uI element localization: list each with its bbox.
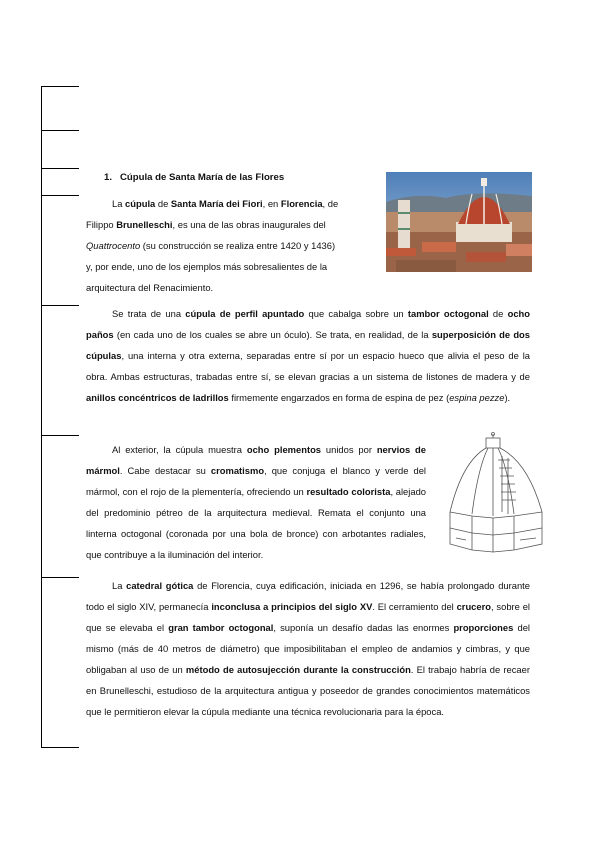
text-span: , una interna y otra externa, separadas entre sí por un espacio hueco que alivia el peso de la obra. Ambas estructuras, trabadas entre sí, se elevan gracias a un sistema de listones de madera y de [86,350,530,382]
bold-text: método de autosujección durante la construcción [185,664,411,675]
text-span: Filippo [86,219,117,230]
heading-title: Cúpula de Santa María de las Flores [120,172,285,183]
bold-text: ocho plementos [246,444,322,455]
text-span: , suponía un desafío dadas las enormes [273,622,454,633]
text-span: Se trata de una [112,308,186,319]
italic-text: Quattrocento [86,240,141,251]
margin-tick [41,305,79,306]
text-span: , que conjuga el blanco y verde del mármol, con el rojo de la plementería, ofreciendo un [86,465,426,497]
section-heading [104,172,284,183]
text-span: , es una de las obras inaugurales del [172,219,326,230]
text-span: , de [322,198,339,209]
text-span: (en cada uno de los cuales se abre un óculo). Se trata, en realidad, de la [113,329,432,340]
bold-text: catedral gótica [126,580,194,591]
text-span: de [488,308,508,319]
paragraph-line [86,193,376,214]
text-span: (su construcción se realiza entre 1420 y 1436) [140,240,336,251]
italic-text: espina pezze [449,392,505,403]
paragraph-line: y, por ende, uno de los ejemplos más sobresalientes de la [86,261,328,272]
text-span: , sobre el que se elevaba el [86,601,530,633]
text-span: ). [504,392,511,403]
bold-text: gran tambor octogonal [168,622,274,633]
bold-text: cromatismo [210,465,265,476]
paragraph-line: arquitectura del Renacimiento. [86,282,214,293]
margin-bracket-line [41,86,42,748]
text-span: de [155,198,171,209]
paragraph-line [86,214,376,235]
bold-text: Santa María dei Fiori [170,198,263,209]
bold-text: cúpula de perfil apuntado [185,308,305,319]
margin-tick [41,86,79,87]
margin-tick [41,195,79,196]
text-span: Al exterior, la cúpula muestra [112,444,247,455]
paragraph-history [86,575,530,722]
margin-tick [41,435,79,436]
text-span: unidos por [321,444,377,455]
paragraph-intro [86,193,376,298]
bold-text: resultado colorista [306,486,391,497]
bold-text: superposición de dos cúpulas [86,329,530,361]
text-span: firmemente engarzados en forma de espina de pez ( [228,392,450,403]
bold-text: crucero [456,601,491,612]
dome-section-drawing-image [442,432,550,562]
paragraph-line [86,235,376,256]
bold-text: nervios de mármol [86,444,426,476]
margin-tick [41,168,79,169]
text-span: del mismo (más de 40 metros de diámetro) que imposibilitaban el empleo de andamios y cimbras, y que obligaban al uso de un [86,622,530,675]
bold-text: cúpula [125,198,156,209]
text-span: de Florencia, cuya edificación, iniciada en 1296, se había prolongado durante todo el siglo XIV, permanecía [86,580,531,612]
margin-tick [41,130,79,131]
margin-tick [41,747,79,748]
text-span: , en [262,198,281,209]
text-span: La [112,198,126,209]
dome-drawing [442,432,550,562]
bold-text: ocho paños [86,308,531,340]
text-span: . El trabajo habría de recaer en Brunelleschi, estudioso de la arquitectura antigua y poseedor de grandes conocimientos matemáticos que le permitieron elevar la cúpula mediante una técnica revolucionaria para la época. [86,664,530,717]
cathedral-photo [386,172,532,272]
bold-text: anillos concéntricos de ladrillos [86,392,229,403]
text-span: . El cerramiento del [372,601,457,612]
text-span: que cabalga sobre un [304,308,408,319]
paragraph-exterior [86,439,426,565]
bold-text: inconclusa a principios del siglo XV [211,601,373,612]
paragraph-structure [86,303,530,408]
heading-number: 1. [104,172,113,183]
bold-text: tambor octogonal [407,308,489,319]
bold-text: Florencia [280,198,323,209]
text-span: , alejado del predominio pétreo de la arquitectura medieval. Remata el conjunto una linterna octogonal (coronada por una bola de bronce) con arbotantes radiales, que contribuye a la iluminación del interior. [86,486,426,560]
bold-text: proporciones [453,622,514,633]
florence-dome-photo-image [386,172,532,272]
text-span: La [112,580,127,591]
bold-text: Brunelleschi [116,219,173,230]
text-span: . Cabe destacar su [119,465,211,476]
margin-tick [41,577,79,578]
